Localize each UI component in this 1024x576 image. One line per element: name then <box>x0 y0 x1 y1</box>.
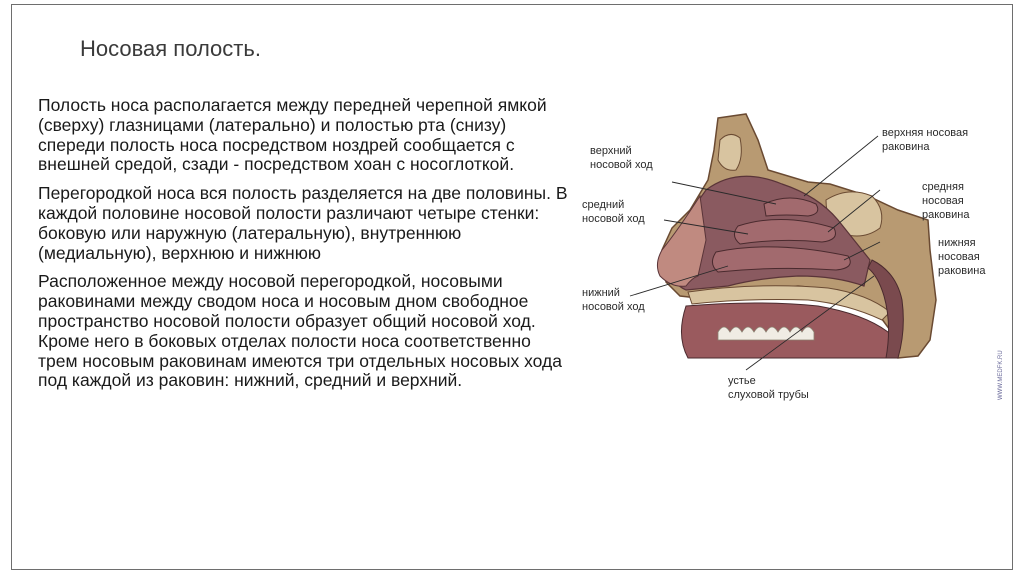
label-lower-concha: нижняя носовая раковина <box>938 237 986 277</box>
label-tube-opening: устье слуховой трубы <box>728 375 809 401</box>
paragraph-septum: Перегородкой носа вся полость разделяется на две половины. В каждой половине носовой полости различают четыре стенки: боковую или наружную (латеральную), внутреннюю (медиальную), верхнюю и нижнюю <box>38 183 568 263</box>
label-middle-meatus: средний носовой ход <box>582 199 645 225</box>
label-lower-meatus: нижний носовой ход <box>582 287 645 313</box>
frontal-sinus <box>718 134 741 170</box>
label-upper-concha: верхняя носовая раковина <box>882 127 969 153</box>
nasal-cavity-illustration <box>568 100 1024 420</box>
slide-title: Носовая полость. <box>80 36 261 61</box>
nasal-cavity-figure <box>568 100 1024 420</box>
watermark: WWW.MEDFK.RU <box>998 350 1004 400</box>
paragraph-meatus: Расположенное между носовой перегородкой, носовыми раковинами между сводом носа и носовым дном свободное пространство носовой полости образует общий носовой ход. Кроме него в боковых отделах полости носа соответственно трем носовым раковинам имеются три отдельных носовых хода под каждой из раковин: нижний, средний и верхний. <box>38 271 562 391</box>
slide-body <box>38 96 568 400</box>
nose-skin <box>657 196 706 286</box>
label-middle-concha: средняя носовая раковина <box>922 181 970 221</box>
paragraph-location: Полость носа располагается между передней черепной ямкой (сверху) глазницами (латерально) и полостью рта (снизу) спереди полость носа посредством ноздрей сообщается с внешней средой, сзади - посредством хоан с носоглоткой. <box>38 95 547 175</box>
label-upper-meatus: верхний носовой ход <box>590 145 653 171</box>
